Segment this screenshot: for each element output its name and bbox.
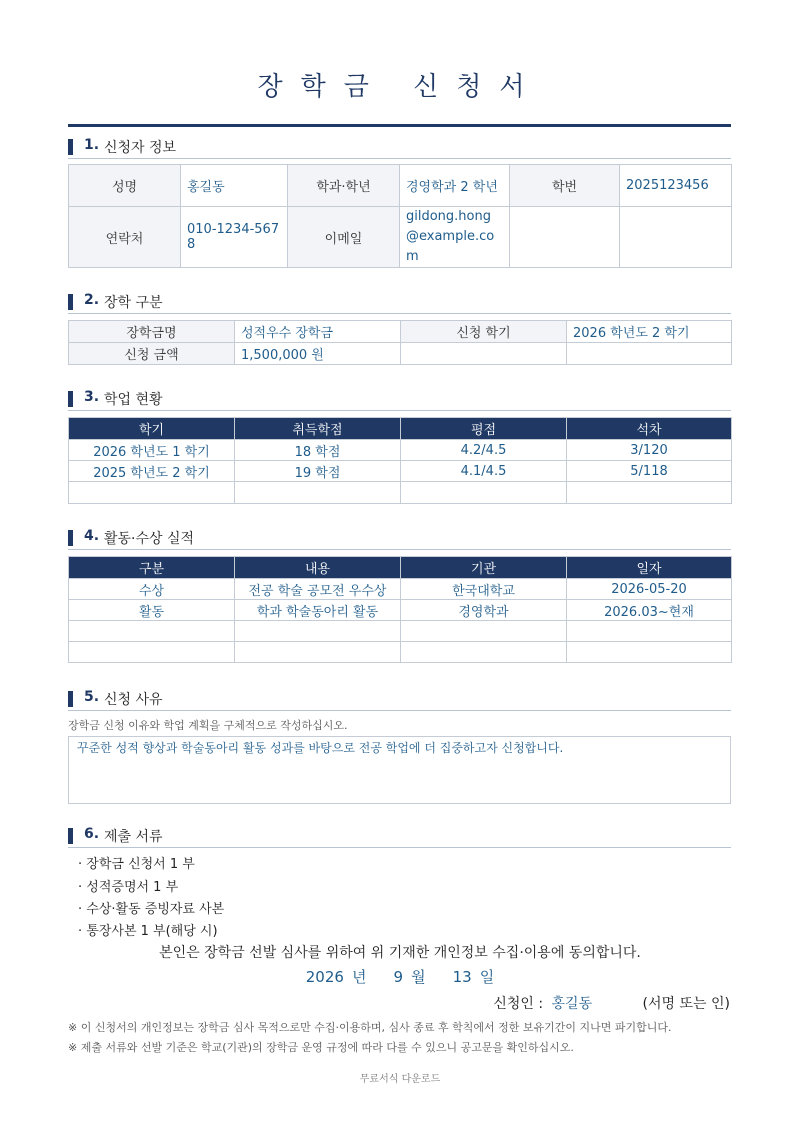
document-item: · 성적증명서 1 부 [78,880,179,895]
reason-text: 꾸준한 성적 향상과 학술동아리 활동 성과를 바탕으로 전공 학업에 더 집중하고자 신청합니다. [77,741,564,755]
privacy-note: ※ 이 신청서의 개인정보는 장학금 심사 목적으로만 수집·이용하며, 심사 종료 후 학칙에서 정한 보유기간이 지나면 파기합니다. [68,1021,672,1034]
table-cell: 19 학점 [235,461,401,482]
section-title: 신청자 정보 [104,140,177,156]
date-year: 2026 [305,968,344,986]
table-row [69,600,732,621]
scholarship-name-label: 장학금명 [69,321,235,343]
consent-statement: 본인은 장학금 선발 심사를 위하여 위 기재한 개인정보 수집·이용에 동의합니다. [159,945,641,961]
empty-cell [620,207,732,268]
section-number: 6. [84,826,100,842]
column-header: 석차 [567,418,732,440]
student-id-label: 학번 [510,165,620,207]
email-label: 이메일 [288,207,400,268]
empty-cell [567,343,732,365]
application-date [0,966,800,987]
section-title: 장학 구분 [104,295,163,311]
table-row [69,440,732,461]
table-cell: 한국대학교 [401,579,567,600]
term-value: 2026 학년도 2 학기 [567,321,732,343]
academic-table [68,417,732,504]
table-cell: 2026.03~현재 [567,600,732,621]
section-header-activities [68,527,731,550]
date-month-unit: 월 [411,968,426,986]
table-cell: 4.2/4.5 [401,440,567,461]
scholarship-name-value: 성적우수 장학금 [235,321,401,343]
email-value: gildong.hong@example.com [400,207,510,268]
column-header: 평점 [401,418,567,440]
dept-value: 경영학과 2 학년 [400,165,510,207]
section-number: 2. [84,292,100,308]
amount-label: 신청 금액 [69,343,235,365]
table-cell: 2026-05-20 [567,579,732,600]
column-header: 학기 [69,418,235,440]
table-cell: 3/120 [567,440,732,461]
document-item: · 수상·활동 증빙자료 사본 [78,902,225,917]
section-number: 4. [84,528,100,544]
table-cell: 수상 [69,579,235,600]
name-value: 홍길동 [181,165,288,207]
table-row [69,579,732,600]
amount-value: 1,500,000 원 [235,343,401,365]
table-cell: 경영학과 [401,600,567,621]
document-item: · 통장사본 1 부(해당 시) [78,924,218,939]
reason-guide: 장학금 신청 이유와 학업 계획을 구체적으로 작성하십시오. [68,719,348,732]
section-number: 5. [84,689,100,705]
table-row-empty [69,482,732,504]
section-title: 학업 현황 [104,392,163,408]
phone-label: 연락처 [69,207,181,268]
signature-label: 신청인 : [493,996,544,1012]
table-cell: 4.1/4.5 [401,461,567,482]
table-row-empty [69,642,732,663]
table-cell: 18 학점 [235,440,401,461]
table-cell: 2025 학년도 2 학기 [69,461,235,482]
section-header-scholarship [68,291,731,314]
term-label: 신청 학기 [401,321,567,343]
scholarship-table [68,320,732,365]
footer-link[interactable]: 무료서식 다운로드 [359,1074,441,1085]
column-header: 일자 [567,557,732,579]
section-title: 활동·수상 실적 [104,531,195,547]
criteria-note: ※ 제출 서류와 선발 기준은 학교(기관)의 장학금 운영 규정에 따라 다를 수 있으니 공고문을 확인하십시오. [68,1041,574,1054]
section-marker [68,391,73,407]
dept-label: 학과·학년 [288,165,400,207]
name-label: 성명 [69,165,181,207]
table-cell: 학과 학술동아리 활동 [235,600,401,621]
column-header: 기관 [401,557,567,579]
page-title: 장학금 신청서 [257,72,543,102]
signature-line [493,993,730,1013]
section-marker [68,530,73,546]
table-row-empty [69,621,732,642]
section-header-academic [68,388,731,411]
section-number: 1. [84,137,100,153]
reason-field[interactable] [68,736,731,804]
date-day: 13 [452,968,472,986]
date-month: 9 [393,968,404,986]
activities-table [68,556,732,663]
empty-cell [401,343,567,365]
table-row [69,461,732,482]
column-header: 구분 [69,557,235,579]
signature-note: (서명 또는 인) [642,996,730,1012]
date-day-unit: 일 [479,968,495,986]
table-cell: 2026 학년도 1 학기 [69,440,235,461]
applicant-table [68,164,732,268]
section-marker [68,139,73,155]
column-header: 취득학점 [235,418,401,440]
empty-cell [510,207,620,268]
student-id-value: 2025123456 [620,165,732,207]
section-header-reason [68,688,731,711]
section-marker [68,828,73,844]
date-year-unit: 년 [351,968,367,986]
applicant-signature-name: 홍길동 [551,996,593,1012]
section-marker [68,294,73,310]
column-header: 내용 [235,557,401,579]
section-title: 신청 사유 [104,692,163,708]
section-title: 제출 서류 [104,829,163,845]
phone-value: 010-1234-5678 [181,207,288,268]
section-number: 3. [84,389,100,405]
section-header-documents [68,825,731,848]
section-header-applicant [68,136,731,159]
table-cell: 5/118 [567,461,732,482]
table-cell: 전공 학술 공모전 우수상 [235,579,401,600]
title-divider [68,124,731,127]
section-marker [68,691,73,707]
document-item: · 장학금 신청서 1 부 [78,857,195,872]
table-cell: 활동 [69,600,235,621]
